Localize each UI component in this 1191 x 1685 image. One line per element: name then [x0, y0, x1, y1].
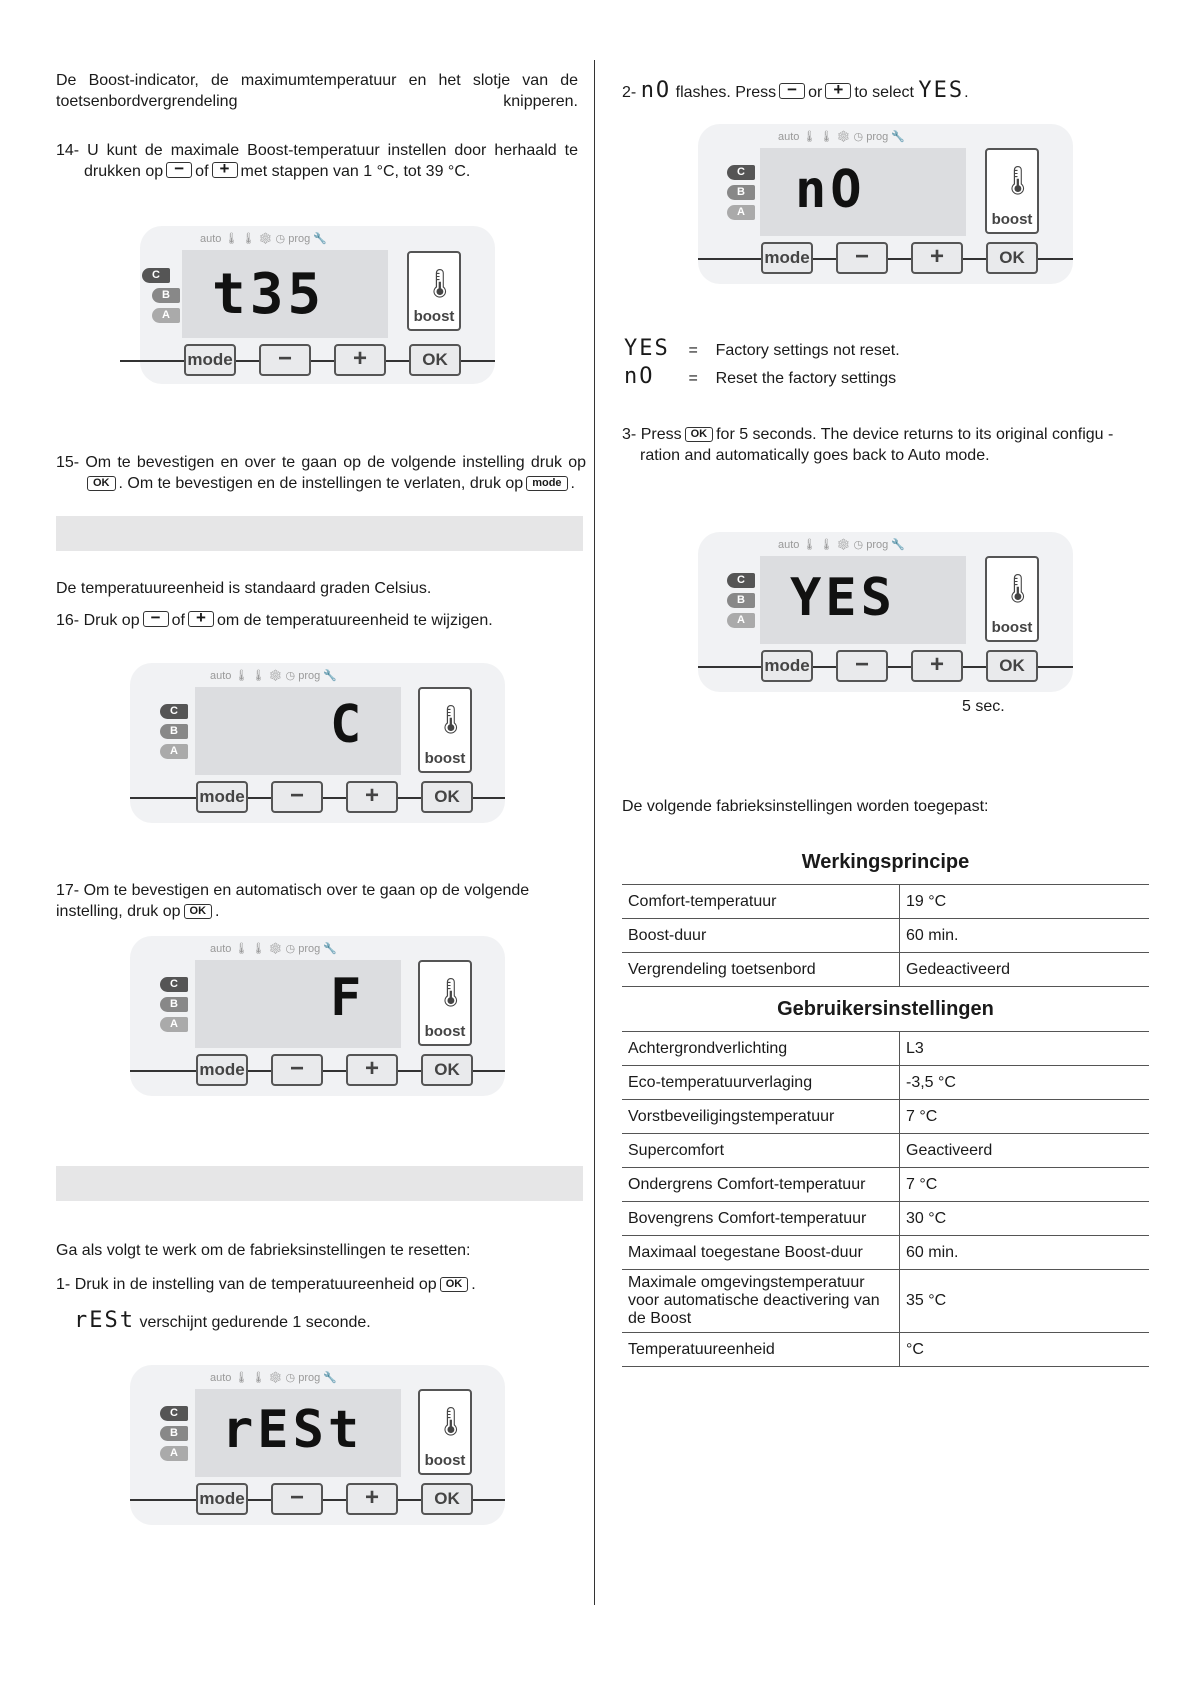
- step-text: om de temperatuureenheid te wijzigen.: [216, 612, 493, 629]
- mode-key-icon: mode: [526, 476, 567, 491]
- thermometer-icon: 🌡: [433, 704, 469, 735]
- setting-value: °C: [900, 1333, 1150, 1367]
- step-number: 1-: [56, 1276, 71, 1293]
- thermometer-icon: 🌡: [1000, 573, 1036, 604]
- step-text: U kunt de maximale Boost-temperatuur instellen door herhaald te: [87, 142, 578, 159]
- section-bar-reset: [56, 1166, 583, 1201]
- minus-key-icon: [166, 159, 192, 178]
- step-text: met stappen van 1 °C, tot 39 °C.: [240, 163, 471, 180]
- step-text: flashes. Press: [675, 84, 777, 101]
- auto-icon: auto: [778, 539, 800, 551]
- pill-b: B: [160, 1426, 188, 1441]
- step-text: of: [195, 163, 209, 180]
- table-row: [622, 953, 1149, 987]
- pill-a: A: [160, 1446, 188, 1461]
- setting-name: Comfort-temperatuur: [622, 885, 900, 919]
- pill-b: B: [727, 593, 755, 608]
- pill-b: B: [160, 997, 188, 1012]
- prog-icon: prog: [866, 539, 889, 551]
- lcd-value-5: F: [330, 968, 366, 1028]
- equals-sign: =: [688, 342, 698, 359]
- pill-a: A: [152, 308, 180, 323]
- icon-row: auto 🌡 🌡 ❄ ◷ prog 🔧: [778, 539, 905, 551]
- step-text: drukken op: [84, 163, 164, 180]
- lcd-screen-5: [195, 960, 401, 1048]
- boost-label: boost: [991, 211, 1033, 228]
- auto-icon: auto: [778, 131, 800, 143]
- rest-segment-text: rESt: [74, 1308, 135, 1333]
- plus-key-icon: [188, 608, 214, 627]
- lcd-value-3: YES: [790, 568, 896, 628]
- boost-button-6[interactable]: [418, 1389, 472, 1475]
- table-row: [622, 1236, 1149, 1270]
- pill-c: C: [727, 165, 755, 180]
- setting-name: Bovengrens Comfort-temperatuur: [622, 1202, 900, 1236]
- pill-b: B: [727, 185, 755, 200]
- lcd-value-2: nO: [795, 160, 866, 220]
- minus-button-2[interactable]: −: [836, 242, 888, 274]
- minus-key-icon: [143, 608, 169, 627]
- ok-key-icon: OK: [184, 904, 213, 919]
- thermometer-icon: 🌡: [1000, 165, 1036, 196]
- key-glyph: +: [219, 159, 230, 178]
- ok-key-icon: OK: [87, 476, 116, 491]
- mode-button-4[interactable]: mode: [196, 781, 248, 813]
- icon-row: auto 🌡 🌡 ❄ ◷ prog 🔧: [210, 670, 337, 682]
- setting-value: 19 °C: [900, 885, 1150, 919]
- setting-value: 60 min.: [900, 919, 1150, 953]
- table-row: [622, 885, 1149, 919]
- icon-row: auto 🌡 🌡 ❄ ◷ prog 🔧: [200, 233, 327, 245]
- ok-key-icon: OK: [685, 427, 714, 442]
- step-number: 16-: [56, 612, 80, 629]
- yes-segment-text: YES: [624, 336, 670, 361]
- table-section-title-cell: Werkingsprincipe: [622, 840, 1149, 885]
- ok-button-1[interactable]: OK: [409, 344, 461, 376]
- thermometer-icon: 🌡: [433, 977, 469, 1008]
- step-text: Om te bevestigen en automatisch over te gaan op de volgende: [83, 882, 530, 899]
- pill-c: C: [142, 268, 170, 283]
- prog-icon: prog: [298, 1372, 321, 1384]
- step-text: for 5 seconds. The device returns to its original configu -: [716, 426, 1114, 443]
- key-glyph: +: [833, 80, 844, 99]
- step-2: [622, 80, 969, 103]
- plus-button-2[interactable]: +: [911, 242, 963, 274]
- key-glyph: −: [787, 80, 798, 99]
- rest-line: [74, 1310, 371, 1333]
- step-text: instelling, druk op: [56, 903, 181, 920]
- boost-label: boost: [424, 1023, 466, 1040]
- table-row: [622, 919, 1149, 953]
- minus-button-1[interactable]: −: [259, 344, 311, 376]
- no-legend-text: Reset the factory settings: [715, 370, 897, 387]
- step-number: 3-: [622, 426, 637, 443]
- step-text: Om te bevestigen en over te gaan op de volgende instelling druk op: [85, 454, 586, 471]
- step-text: Press: [640, 426, 682, 443]
- setting-name: Vergrendeling toetsenbord: [622, 953, 900, 987]
- mode-button-5[interactable]: mode: [196, 1054, 248, 1086]
- unit-intro: De temperatuureenheid is standaard graden Celsius.: [56, 580, 432, 597]
- no-segment-text: nO: [624, 364, 655, 389]
- setting-value: L3: [900, 1032, 1150, 1066]
- rest-text: verschijnt gedurende 1 seconde.: [139, 1314, 371, 1331]
- setting-value: 7 °C: [900, 1100, 1150, 1134]
- step-15: [56, 452, 586, 494]
- setting-name: Maximaal toegestane Boost-duur: [622, 1236, 900, 1270]
- yes-segment-text: YES: [918, 78, 965, 103]
- boost-label: boost: [424, 1452, 466, 1469]
- prog-icon: prog: [866, 131, 889, 143]
- step-number: 14-: [56, 142, 80, 159]
- step-text: Druk in de instelling van de temperatuureenheid op: [74, 1276, 437, 1293]
- setting-name: Supercomfort: [622, 1134, 900, 1168]
- ok-button-4[interactable]: OK: [421, 781, 473, 813]
- step-14: [56, 140, 578, 182]
- pill-b: B: [152, 288, 180, 303]
- prog-icon: prog: [298, 943, 321, 955]
- setting-name: Vorstbeveiligingstemperatuur: [622, 1100, 900, 1134]
- icon-row: auto 🌡 🌡 ❄ ◷ prog 🔧: [778, 131, 905, 143]
- pill-a: A: [727, 205, 755, 220]
- step-text: .: [215, 903, 220, 920]
- auto-icon: auto: [200, 233, 222, 245]
- mode-button-1[interactable]: mode: [184, 344, 236, 376]
- step-17: [56, 880, 586, 922]
- step-text: or: [808, 84, 823, 101]
- pill-a: A: [160, 1017, 188, 1032]
- mode-button-3[interactable]: mode: [761, 650, 813, 682]
- auto-icon: auto: [210, 1372, 232, 1384]
- step-text: ration and automatically goes back to Auto mode.: [640, 447, 990, 464]
- pill-c: C: [160, 704, 188, 719]
- table-row: [622, 1333, 1149, 1367]
- auto-icon: auto: [210, 943, 232, 955]
- thermometer-icon: 🌡: [422, 268, 458, 299]
- minus-button-4[interactable]: −: [271, 781, 323, 813]
- plus-button-1[interactable]: +: [334, 344, 386, 376]
- setting-name: Maximale omgevingstemperatuur voor automatische deactivering van de Boost: [622, 1270, 900, 1333]
- table-row: [622, 1134, 1149, 1168]
- table-row: [622, 1100, 1149, 1134]
- yes-legend: [624, 338, 900, 361]
- table-row: [622, 1168, 1149, 1202]
- step-1: [56, 1274, 476, 1295]
- key-glyph: +: [195, 608, 206, 627]
- pill-a: A: [160, 744, 188, 759]
- boost-button-2[interactable]: [985, 148, 1039, 234]
- table-row: [622, 1066, 1149, 1100]
- lcd-screen-4: [195, 687, 401, 775]
- minus-button-3[interactable]: −: [836, 650, 888, 682]
- setting-value: 35 °C: [900, 1270, 1150, 1333]
- icon-row: auto 🌡 🌡 ❄ ◷ prog 🔧: [210, 943, 337, 955]
- lcd-value-1: t35: [212, 262, 326, 327]
- auto-icon: auto: [210, 670, 232, 682]
- step-text: . Om te bevestigen en de instellingen te verlaten, druk op: [118, 475, 524, 492]
- ok-button-6[interactable]: OK: [421, 1483, 473, 1515]
- ok-key-icon: OK: [440, 1277, 469, 1292]
- boost-button-5[interactable]: [418, 960, 472, 1046]
- five-seconds-label: 5 sec.: [962, 698, 1005, 715]
- prog-icon: prog: [298, 670, 321, 682]
- table-row: [622, 1032, 1149, 1066]
- plus-button-5[interactable]: +: [346, 1054, 398, 1086]
- settings-table-body: [622, 840, 1149, 1367]
- plus-button-6[interactable]: +: [346, 1483, 398, 1515]
- column-divider: [594, 60, 595, 1605]
- lcd-value-4: C: [330, 695, 366, 755]
- boost-label: boost: [991, 619, 1033, 636]
- setting-name: Ondergrens Comfort-temperatuur: [622, 1168, 900, 1202]
- ok-button-2[interactable]: OK: [986, 242, 1038, 274]
- settings-table: [622, 840, 1149, 1367]
- pill-c: C: [727, 573, 755, 588]
- setting-value: 60 min.: [900, 1236, 1150, 1270]
- setting-name: Temperatuureenheid: [622, 1333, 900, 1367]
- lcd-value-6: rESt: [222, 1400, 364, 1460]
- prog-icon: prog: [288, 233, 311, 245]
- step-text: .: [570, 475, 575, 492]
- setting-value: Gedeactiveerd: [900, 953, 1150, 987]
- mode-button-6[interactable]: mode: [196, 1483, 248, 1515]
- step-text: Druk op: [83, 612, 140, 629]
- minus-button-5[interactable]: −: [271, 1054, 323, 1086]
- ok-button-5[interactable]: OK: [421, 1054, 473, 1086]
- plus-key-icon: [212, 159, 238, 178]
- setting-name: Boost-duur: [622, 919, 900, 953]
- setting-value: 30 °C: [900, 1202, 1150, 1236]
- no-legend: [624, 366, 896, 389]
- boost-label: boost: [413, 308, 455, 325]
- reset-intro: Ga als volgt te werk om de fabrieksinstellingen te resetten:: [56, 1242, 471, 1259]
- yes-legend-text: Factory settings not reset.: [715, 342, 900, 359]
- boost-button-4[interactable]: [418, 687, 472, 773]
- setting-name: Achtergrondverlichting: [622, 1032, 900, 1066]
- setting-value: 7 °C: [900, 1168, 1150, 1202]
- step-text: of: [171, 612, 185, 629]
- table-row: [622, 1270, 1149, 1333]
- step-text: .: [964, 84, 969, 101]
- pill-a: A: [727, 613, 755, 628]
- setting-value: -3,5 °C: [900, 1066, 1150, 1100]
- table-section-title-cell: Gebruikersinstellingen: [622, 987, 1149, 1032]
- boost-button-3[interactable]: [985, 556, 1039, 642]
- step-number: 15-: [56, 454, 80, 471]
- plus-key-icon: [825, 80, 851, 99]
- no-segment-text: nO: [640, 78, 672, 103]
- pill-b: B: [160, 724, 188, 739]
- minus-key-icon: [779, 80, 805, 99]
- step-16: [56, 610, 493, 631]
- plus-button-4[interactable]: +: [346, 781, 398, 813]
- thermometer-icon: 🌡: [433, 1406, 469, 1437]
- equals-sign: =: [688, 370, 698, 387]
- applied-intro: De volgende fabrieksinstellingen worden toegepast:: [622, 798, 989, 815]
- step-number: 17-: [56, 882, 80, 899]
- minus-button-6[interactable]: −: [271, 1483, 323, 1515]
- table-section-title: [622, 840, 1149, 885]
- plus-button-3[interactable]: +: [911, 650, 963, 682]
- step-3: [622, 424, 1162, 466]
- table-section-title: [622, 987, 1149, 1032]
- key-glyph: −: [150, 608, 161, 627]
- key-glyph: −: [174, 159, 185, 178]
- pill-c: C: [160, 977, 188, 992]
- icon-row: auto 🌡 🌡 ❄ ◷ prog 🔧: [210, 1372, 337, 1384]
- ok-button-3[interactable]: OK: [986, 650, 1038, 682]
- pill-c: C: [160, 1406, 188, 1421]
- section-bar-unit: [56, 516, 583, 551]
- intro-text: De Boost-indicator, de maximumtemperatuur en het slotje van de toetsenbordvergrendeling knipperen.: [56, 72, 578, 110]
- setting-value: Geactiveerd: [900, 1134, 1150, 1168]
- step-text: to select: [854, 84, 914, 101]
- step-number: 2-: [622, 84, 637, 101]
- mode-button-2[interactable]: mode: [761, 242, 813, 274]
- boost-label: boost: [424, 750, 466, 767]
- boost-button-1[interactable]: [407, 251, 461, 331]
- step-text: .: [471, 1276, 476, 1293]
- table-row: [622, 1202, 1149, 1236]
- setting-name: Eco-temperatuurverlaging: [622, 1066, 900, 1100]
